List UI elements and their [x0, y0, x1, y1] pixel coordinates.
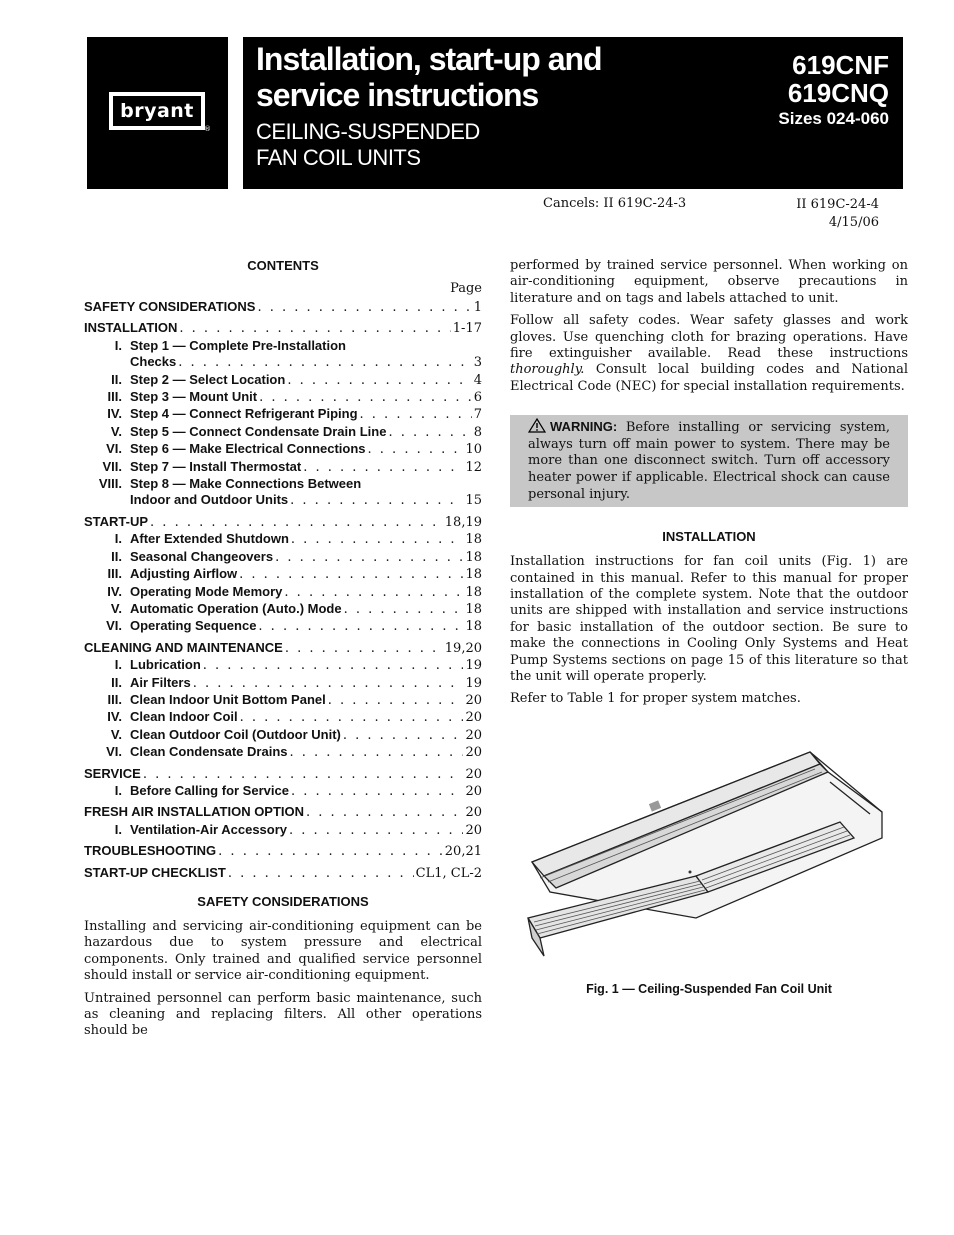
- toc-group: [84, 320, 482, 509]
- subtitle-line-1: CEILING-SUSPENDED: [256, 119, 480, 144]
- warning-label: WARNING:: [550, 419, 618, 435]
- toc-entry-number: V.: [110, 600, 122, 616]
- toc-entry-number: VII.: [102, 458, 122, 474]
- unit-sizes: Sizes 024-060: [778, 109, 889, 128]
- toc-leader-dots: [306, 805, 463, 821]
- toc-entry-page: 7: [473, 407, 482, 423]
- toc-entry: [84, 804, 482, 821]
- toc-entry-page: 6: [473, 390, 482, 406]
- toc-leader-dots: [143, 767, 464, 783]
- toc-entry-page: 18: [465, 549, 482, 565]
- toc-entry-label: After Extended Shutdown: [130, 531, 289, 547]
- toc-entry: [84, 601, 482, 618]
- toc-entry-page: 20,21: [444, 844, 482, 860]
- figure-caption: Fig. 1 — Ceiling-Suspended Fan Coil Unit: [586, 981, 832, 996]
- safety-paragraph-1: Installing and servicing air-conditioning equipment can be hazardous due to system pressure and electrical components. Only trained and qualified service personnel should install or service air-conditioning equipment.: [84, 919, 482, 984]
- toc-entry-number: III.: [107, 691, 122, 707]
- toc-entry: [84, 744, 482, 761]
- toc-leader-dots: [284, 585, 463, 601]
- toc-entry: [84, 865, 482, 882]
- toc-entry-label: Step 2 — Select Location: [130, 371, 286, 387]
- toc-entry-label: START-UP CHECKLIST: [84, 864, 226, 880]
- installation-heading: INSTALLATION: [662, 529, 756, 545]
- toc-entry-number: IV.: [107, 406, 122, 422]
- toc-entry-label: Step 3 — Mount Unit: [130, 389, 258, 405]
- toc-entry-label: Step 1 — Complete Pre-Installation: [130, 337, 346, 353]
- contents-heading: CONTENTS: [247, 258, 319, 273]
- toc-entry: [84, 692, 482, 709]
- toc-entry-page: 19: [465, 658, 482, 674]
- toc-entry-number: I.: [114, 337, 122, 353]
- cancels-note: Cancels: II 619C-24-3: [543, 196, 687, 211]
- toc-leader-dots: [218, 844, 443, 860]
- toc-entry: [84, 584, 482, 601]
- toc-group: [84, 640, 482, 762]
- toc-entry: [84, 299, 482, 316]
- toc-entry-page: 18: [465, 532, 482, 548]
- toc-entry-number: VIII.: [98, 476, 122, 492]
- toc-entry-label: SERVICE: [84, 765, 141, 781]
- toc-group: [84, 299, 482, 316]
- toc-entry-label: Ventilation-Air Accessory: [130, 821, 288, 837]
- toc-entry: [84, 618, 482, 635]
- toc-entry-label: SAFETY CONSIDERATIONS: [84, 299, 256, 314]
- toc-entry: [84, 424, 482, 441]
- model-numbers: [788, 51, 889, 107]
- safety-codes-text-a: Follow all safety codes. Wear safety glasses and work gloves. Use quenching cloth for brazing operations. Have fire extinguisher available. Read these instructions: [510, 313, 908, 362]
- toc-entry-number: IV.: [107, 583, 122, 599]
- toc-entry-label: START-UP: [84, 513, 149, 529]
- toc-entry-number: V.: [110, 423, 122, 439]
- toc-entry: [84, 476, 482, 492]
- toc-entry: [84, 843, 482, 860]
- toc-entry-label: Checks: [130, 354, 177, 370]
- toc-entry: [84, 709, 482, 726]
- toc-entry-page: 15: [465, 493, 482, 509]
- toc-entry: [84, 783, 482, 800]
- toc-entry: [84, 675, 482, 692]
- toc-leader-dots: [203, 658, 464, 674]
- toc-leader-dots: [275, 550, 463, 566]
- toc-entry: [84, 531, 482, 548]
- toc-leader-dots: [193, 676, 464, 692]
- toc-entry-label: Operating Mode Memory: [130, 583, 283, 599]
- toc-entry-page: 20: [465, 783, 482, 799]
- logo-text: bryant: [113, 96, 201, 126]
- toc-entry-page: 18: [465, 601, 482, 617]
- toc-entry-page: 20: [465, 710, 482, 726]
- toc-entry-label: Step 6 — Make Electrical Connections: [130, 441, 366, 457]
- toc-entry-page: 12: [465, 459, 482, 475]
- toc-leader-dots: [290, 745, 464, 761]
- toc-leader-dots: [303, 460, 463, 476]
- left-column: [84, 258, 482, 1046]
- toc-leader-dots: [240, 710, 464, 726]
- toc-entry-page: 4: [473, 372, 482, 388]
- toc-entry: [84, 566, 482, 583]
- safety-codes-paragraph: [510, 313, 908, 395]
- document-date: 4/15/06: [828, 215, 879, 230]
- toc-entry-label: TROUBLESHOOTING: [84, 843, 217, 859]
- toc-entry: [84, 389, 482, 406]
- toc-entry: [84, 338, 482, 354]
- toc-entry-page: 20: [465, 766, 482, 782]
- toc-entry: [84, 766, 482, 783]
- safety-codes-text-b: Consult local building codes and National Electrical Code (NEC) for special installation requirements.: [510, 362, 908, 394]
- toc-entry-page: 18: [465, 584, 482, 600]
- toc-entry-page: CL1, CL-2: [415, 865, 482, 881]
- continued-paragraph: performed by trained service personnel. When working on air-conditioning equipment, observe precautions in literature and on tags and labels attached to unit.: [510, 258, 908, 306]
- toc-entry: [84, 727, 482, 744]
- toc-entry-number: III.: [107, 566, 122, 582]
- toc-entry-label: FRESH AIR INSTALLATION OPTION: [84, 804, 305, 820]
- toc-group: [84, 843, 482, 860]
- toc-entry-label: Automatic Operation (Auto.) Mode: [130, 600, 342, 616]
- toc-group: [84, 514, 482, 636]
- table-of-contents: [84, 299, 482, 882]
- toc-leader-dots: [344, 602, 464, 618]
- right-column: [510, 258, 908, 1002]
- toc-entry-page: 20: [465, 692, 482, 708]
- toc-entry-page: 19,20: [444, 640, 482, 656]
- toc-entry-label: Before Calling for Service: [130, 782, 289, 798]
- toc-entry-page: 20: [465, 745, 482, 761]
- toc-leader-dots: [291, 532, 464, 548]
- logo-panel: [87, 37, 228, 189]
- toc-entry-page: 8: [473, 424, 482, 440]
- toc-entry-number: II.: [111, 371, 122, 387]
- toc-group: [84, 865, 482, 882]
- safety-codes-emphasis: thoroughly.: [510, 362, 585, 378]
- toc-entry-label: Step 5 — Connect Condensate Drain Line: [130, 423, 387, 439]
- warning-text: Before installing or servicing system, always turn off main power to system. There may be more than one disconnect switch. Turn off accessory heater power if applicable. Electrical shock can cause personal injury.: [528, 420, 890, 502]
- toc-entry-number: II.: [111, 548, 122, 564]
- toc-leader-dots: [150, 515, 443, 531]
- document-title: Installation, start-up and service instructions: [256, 41, 602, 113]
- toc-entry-label: Clean Outdoor Coil (Outdoor Unit): [130, 726, 341, 742]
- toc-leader-dots: [179, 321, 450, 337]
- document-id: II 619C-24-4: [796, 197, 879, 212]
- toc-entry: [84, 640, 482, 657]
- toc-entry-label: Step 7 — Install Thermostat: [130, 458, 302, 474]
- toc-entry-label: Adjusting Airflow: [130, 566, 238, 582]
- bryant-logo: [109, 92, 205, 130]
- toc-entry: [84, 514, 482, 531]
- toc-leader-dots: [239, 567, 463, 583]
- toc-leader-dots: [257, 300, 471, 316]
- toc-entry-label: Step 4 — Connect Refrigerant Piping: [130, 406, 358, 422]
- toc-entry-number: I.: [114, 782, 122, 798]
- toc-entry-number: VI.: [106, 744, 122, 760]
- toc-entry-label: Lubrication: [130, 657, 201, 673]
- toc-leader-dots: [388, 425, 471, 441]
- toc-leader-dots: [290, 493, 463, 509]
- toc-entry-page: 20: [465, 822, 482, 838]
- document-id-block: [796, 196, 879, 232]
- toc-entry: [84, 372, 482, 389]
- safety-paragraph-2: Untrained personnel can perform basic maintenance, such as cleaning and replacing filters. All other operations should be: [84, 990, 482, 1039]
- toc-entry-label: Clean Condensate Drains: [130, 744, 288, 760]
- ceiling-fan-coil-illustration: [510, 742, 908, 972]
- toc-leader-dots: [259, 390, 472, 406]
- toc-entry-page: 3: [473, 355, 482, 371]
- toc-entry-label: Clean Indoor Coil: [130, 709, 238, 725]
- toc-entry-label: Seasonal Changeovers: [130, 548, 274, 564]
- toc-entry: [84, 549, 482, 566]
- toc-entry-label: INSTALLATION: [84, 320, 178, 336]
- toc-entry-page: 10: [465, 442, 482, 458]
- toc-entry: [84, 354, 482, 371]
- toc-entry-number: III.: [107, 389, 122, 405]
- toc-leader-dots: [343, 728, 464, 744]
- toc-entry-page: 18: [465, 567, 482, 583]
- toc-entry-page: 18,19: [444, 514, 482, 530]
- installation-paragraph-2: Refer to Table 1 for proper system matches.: [510, 691, 801, 707]
- toc-entry-page: 20: [465, 727, 482, 743]
- toc-leader-dots: [228, 866, 414, 882]
- toc-entry-label: Indoor and Outdoor Units: [130, 492, 289, 508]
- toc-leader-dots: [285, 641, 443, 657]
- toc-leader-dots: [287, 373, 471, 389]
- toc-leader-dots: [328, 693, 464, 709]
- fan-coil-unit-figure: [510, 742, 908, 1002]
- model-619cnf: 619CNF: [792, 50, 889, 80]
- installation-paragraph-1: Installation instructions for fan coil units (Fig. 1) are contained in this manual. Refer to this manual for proper installation of the complete system. Note that the outdoor units are shipped with installation and service instructions for basic installation of the outdoor section. Be sure to make the connections in Cooling Only Systems and Heat Pump Systems sections on page 15 of this literature so that the unit will operate properly.: [510, 554, 908, 685]
- toc-entry-page: 1-17: [452, 321, 482, 337]
- header-banner: [243, 37, 903, 189]
- warning-box: [510, 415, 908, 507]
- toc-entry-page: 19: [465, 675, 482, 691]
- toc-entry-number: V.: [110, 726, 122, 742]
- subtitle-line-2: FAN COIL UNITS: [256, 145, 421, 170]
- contents-page-label: Page: [450, 281, 482, 296]
- toc-leader-dots: [178, 355, 471, 371]
- toc-entry-number: IV.: [107, 709, 122, 725]
- toc-entry: [84, 406, 482, 423]
- toc-entry: [84, 822, 482, 839]
- toc-entry: [84, 320, 482, 337]
- toc-entry: [84, 492, 482, 509]
- document-subtitle: [256, 119, 656, 171]
- toc-leader-dots: [360, 407, 472, 423]
- toc-entry: [84, 657, 482, 674]
- toc-entry: [84, 459, 482, 476]
- toc-entry-label: Operating Sequence: [130, 618, 257, 634]
- warning-triangle-icon: [528, 418, 546, 433]
- toc-entry-label: CLEANING AND MAINTENANCE: [84, 639, 283, 655]
- toc-entry-label: Clean Indoor Unit Bottom Panel: [130, 691, 326, 707]
- toc-entry-number: I.: [114, 531, 122, 547]
- toc-entry-page: 1: [473, 300, 482, 315]
- toc-entry-label: Air Filters: [130, 674, 191, 690]
- toc-entry-number: VI.: [106, 618, 122, 634]
- toc-entry-number: VI.: [106, 441, 122, 457]
- toc-leader-dots: [289, 823, 463, 839]
- toc-leader-dots: [258, 619, 463, 635]
- toc-entry-page: 18: [465, 619, 482, 635]
- toc-entry-number: I.: [114, 657, 122, 673]
- toc-entry-number: I.: [114, 821, 122, 837]
- toc-entry-page: 20: [465, 805, 482, 821]
- toc-entry-number: II.: [111, 674, 122, 690]
- model-619cnq: 619CNQ: [787, 78, 889, 108]
- toc-group: [84, 766, 482, 801]
- registered-mark: ®: [204, 125, 211, 133]
- toc-leader-dots: [291, 784, 464, 800]
- toc-entry: [84, 441, 482, 458]
- safety-heading: SAFETY CONSIDERATIONS: [197, 894, 369, 909]
- toc-group: [84, 804, 482, 839]
- toc-entry-label: Step 8 — Make Connections Between: [130, 476, 362, 492]
- toc-leader-dots: [368, 442, 464, 458]
